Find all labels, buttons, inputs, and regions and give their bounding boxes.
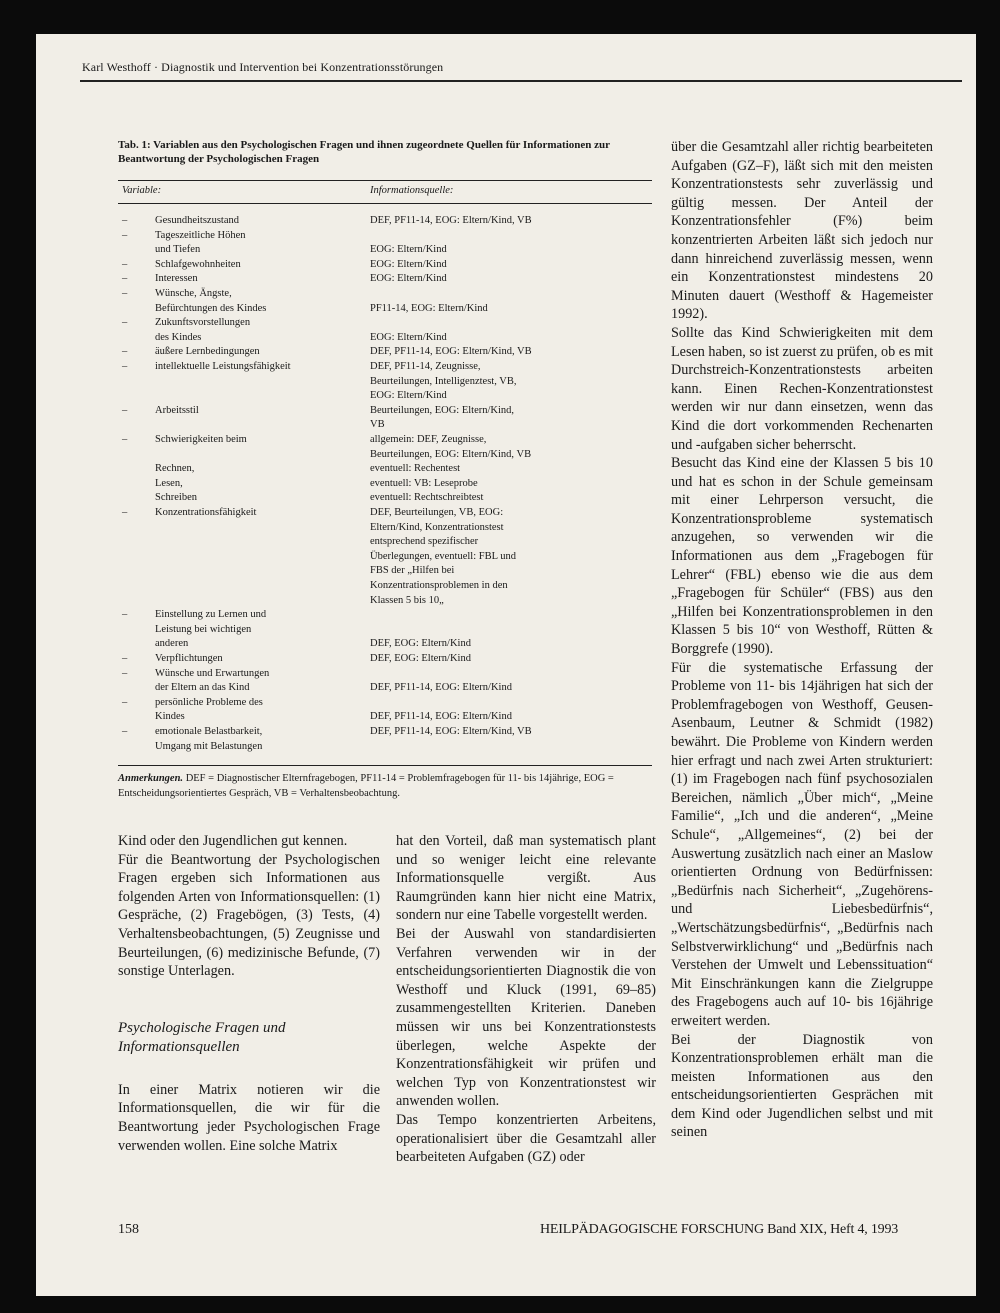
table-cell-source: allgemein: DEF, Zeugnisse, bbox=[370, 434, 487, 445]
table-cell-source: EOG: Eltern/Kind bbox=[370, 390, 447, 402]
table-row-dash: – bbox=[122, 404, 128, 416]
table-cell-variable: Befürchtungen des Kindes bbox=[155, 302, 267, 314]
table-cell-variable: des Kindes bbox=[155, 331, 202, 343]
col1-paragraph-2: Für die Beantwortung der Psychologischen Fragen ergeben sich Informationen aus folgenden Arten von Informationsquellen: (1) Gespräche, (2) Fragebögen, (3) Tests, (4) Verhaltensbeobachtungen, (5) Zeugnisse und Beurteilungen, (6) medizinische Befunde, (7) sonstige Unterlagen. bbox=[118, 851, 380, 980]
col2-paragraph-2: Bei der Auswahl von standardisierten Verfahren verwenden wir in der entscheidungsorientierten Diagnostik die von Westhoff und Kluck (1991, 69–85) zusammengestellten Kriterien. Daneben müssen wir uns bei Konzentrationstests überlegen, welche Aspekte der Konzentrationsfähigkeit wir prüfen und welchen Typ von Konzentrationstest wir anwenden wollen. bbox=[396, 925, 656, 1110]
table-cell-variable: Schreiben bbox=[155, 492, 197, 504]
col2-paragraph-3: Das Tempo konzentrierten Arbeitens, operationalisiert über die Gesamtzahl aller bearbeiteten Aufgaben (GZ) oder bbox=[396, 1111, 656, 1166]
table-cell-source: EOG: Eltern/Kind bbox=[370, 258, 447, 270]
table-cell-source: Beurteilungen, EOG: Eltern/Kind, VB bbox=[370, 448, 532, 460]
section-heading: Psychologische Fragen und Informationsquellen bbox=[118, 1019, 286, 1055]
header-rule bbox=[80, 80, 962, 82]
table-cell-variable: Verpflichtungen bbox=[155, 653, 223, 664]
table-cell-variable: anderen bbox=[155, 638, 189, 650]
table-cell-variable: Konzentrationsfähigkeit bbox=[155, 507, 257, 518]
table-cell-source: DEF, Beurteilungen, VB, EOG: bbox=[370, 507, 504, 518]
table-cell-source: FBS der „Hilfen bei bbox=[370, 565, 455, 577]
table-cell-variable: Kindes bbox=[155, 711, 185, 723]
table-row-dash: – bbox=[122, 361, 128, 372]
table-cell-variable: Schwierigkeiten beim bbox=[155, 434, 247, 445]
table-row-dash: – bbox=[122, 726, 128, 737]
table-row-dash: – bbox=[122, 258, 128, 270]
table-cell-source: eventuell: Rechentest bbox=[370, 463, 461, 475]
table-cell-source: VB bbox=[370, 419, 385, 431]
col3-paragraph-3: Besucht das Kind eine der Klassen 5 bis 10 und hat es schon in der Schule gemeinsam mit einer Lehrperson versucht, die Konzentrationsprobleme systematisch anzugehen, so verwenden wir die Informationen aus dem „Fragebogen für Lehrer“ (FBL) ebenso wie die aus dem „Fragebogen für Schüler“ (FBS) aus den „Hilfen bei Konzentrationsproblemen in den Klassen 5 bis 10“ von Westhoff, Rütten & Borggrefe (1990). bbox=[671, 455, 933, 658]
table-col-source: Informationsquelle: bbox=[370, 185, 454, 196]
table-row-dash: – bbox=[122, 609, 128, 621]
table-row-dash: – bbox=[122, 667, 128, 679]
table-note-text: DEF = Diagnostischer Elternfragebogen, PF11-14 = Problemfragebogen für 11- bis 14jährige, EOG = Entscheidungsorientiertes Gespräch, VB = Verhaltensbeobachtung. bbox=[118, 773, 614, 799]
table-row-dash: – bbox=[122, 215, 128, 226]
col1-paragraph-3: In einer Matrix notieren wir die Informationsquellen, die wir für die Beantwortung jeder Psychologischen Frage verwenden wollen. Eine solche Matrix bbox=[118, 1081, 380, 1154]
table-cell-source: DEF, PF11-14, EOG: Eltern/Kind bbox=[370, 682, 512, 694]
page-number: 158 bbox=[118, 1222, 139, 1237]
table-cell-variable: intellektuelle Leistungsfähigkeit bbox=[155, 361, 291, 372]
table-row-dash: – bbox=[122, 507, 128, 518]
table-row-dash: – bbox=[122, 288, 128, 299]
text-column-1 bbox=[118, 832, 380, 1155]
table-cell-variable: Arbeitsstil bbox=[155, 404, 199, 416]
table-col-variable: Variable: bbox=[122, 185, 162, 196]
table-cell-source: Konzentrationsproblemen in den bbox=[370, 580, 508, 591]
table-row-dash: – bbox=[122, 317, 128, 329]
table-note-label: Anmerkungen. bbox=[118, 773, 184, 784]
table-row-dash: – bbox=[122, 653, 128, 664]
table-row-dash: – bbox=[122, 273, 128, 285]
table-cell-variable: persönliche Probleme des bbox=[155, 696, 263, 708]
table-cell-variable: Einstellung zu Lernen und bbox=[155, 609, 267, 621]
col3-paragraph-5: Bei der Diagnostik von Konzentrationsproblemen erhält man die meisten Informationen aus den entscheidungsorientierten Gesprächen mit dem Kind oder Jugendlichen selbst und mit seinen bbox=[671, 1031, 933, 1141]
table-cell-source: DEF, PF11-14, EOG: Eltern/Kind, VB bbox=[370, 215, 532, 226]
table-cell-source: DEF, PF11-14, EOG: Eltern/Kind, VB bbox=[370, 346, 532, 358]
table-row-dash: – bbox=[122, 229, 128, 241]
table-top-rule bbox=[118, 180, 652, 181]
table-cell-source: Klassen 5 bis 10„ bbox=[370, 594, 444, 606]
table-cell-variable: Gesundheitszustand bbox=[155, 215, 239, 226]
table-cell-variable: Interessen bbox=[155, 273, 198, 285]
table-cell-source: EOG: Eltern/Kind bbox=[370, 273, 447, 285]
col3-paragraph-2: Sollte das Kind Schwierigkeiten mit dem Lesen haben, so ist zuerst zu prüfen, ob es mit Durchstreich-Konzentrationstests arbeiten kann. Einen Rechen-Konzentrationstest werden wir nur dann einsetzen, wenn das Kind die dort vorkommenden Rechenarten und -aufgaben sicher beherrscht. bbox=[671, 324, 934, 453]
text-column-2 bbox=[396, 832, 656, 1167]
table-cell-variable: und Tiefen bbox=[155, 244, 201, 256]
table-cell-source: EOG: Eltern/Kind bbox=[370, 244, 447, 256]
table-cell-variable: Leistung bei wichtigen bbox=[155, 623, 252, 635]
table-cell-variable: Tageszeitliche Höhen bbox=[155, 229, 246, 241]
table-cell-source: DEF, EOG: Eltern/Kind bbox=[370, 653, 471, 664]
table-header-rule bbox=[118, 203, 652, 204]
table-cell-source: eventuell: VB: Leseprobe bbox=[370, 477, 478, 489]
table-caption: Tab. 1: Variablen aus den Psychologischen Fragen und ihnen zugeordnete Quellen für Informationen zur Beantwortung der Psychologischen Fragen bbox=[118, 139, 610, 165]
table-cell-source: Eltern/Kind, Konzentrationstest bbox=[370, 521, 504, 533]
table-cell-source: entsprechend spezifischer bbox=[370, 536, 479, 548]
table-cell-variable: Wünsche, Ängste, bbox=[155, 288, 232, 299]
col3-paragraph-1: über die Gesamtzahl aller richtig bearbeiteten Aufgaben (GZ–F), läßt sich mit den meisten Konzentrationstests sehr zuverlässig und gültig messen. Der Anteil der Konzentrationsfehler (F%) beim konzentrierten Arbeiten läßt sich jedoch nur dann hinreichend zuverlässig messen, wenn ein Konzentrationstest mindestens 20 Minuten dauert (Westhoff & Hagemeister 1992). bbox=[671, 139, 933, 323]
table-cell-source: DEF, PF11-14, Zeugnisse, bbox=[370, 361, 481, 372]
col1-paragraph-1: Kind oder den Jugendlichen gut kennen. bbox=[118, 833, 348, 849]
text-column-3 bbox=[671, 138, 933, 1142]
table-bottom-rule bbox=[118, 765, 652, 766]
table-cell-variable: äußere Lernbedingungen bbox=[155, 346, 260, 358]
table-row-dash: – bbox=[122, 696, 128, 708]
table-cell-source: Beurteilungen, EOG: Eltern/Kind, bbox=[370, 404, 515, 416]
table-cell-source: Überlegungen, eventuell: FBL und bbox=[370, 550, 516, 562]
col2-paragraph-1: hat den Vorteil, daß man systematisch plant und so weniger leicht eine relevante Informationsquelle vergißt. Aus Raumgründen kann hier nicht eine Matrix, sondern nur eine Tabelle vorgestellt werden. bbox=[396, 833, 656, 924]
table-cell-variable: Lesen, bbox=[155, 477, 183, 489]
table-cell-source: eventuell: Rechtschreibtest bbox=[370, 492, 484, 504]
running-head: Karl Westhoff · Diagnostik und Intervention bei Konzentrationsstörungen bbox=[82, 60, 444, 74]
journal-footer: HEILPÄDAGOGISCHE FORSCHUNG Band XIX, Heft 4, 1993 bbox=[540, 1222, 899, 1237]
table-row-dash: – bbox=[122, 434, 128, 445]
table-cell-variable: der Eltern an das Kind bbox=[155, 682, 250, 694]
table-cell-variable: Umgang mit Belastungen bbox=[155, 740, 263, 752]
table-cell-source: DEF, PF11-14, EOG: Eltern/Kind, VB bbox=[370, 726, 532, 737]
table-cell-variable: Rechnen, bbox=[155, 463, 195, 475]
table-cell-variable: Zukunftsvorstellungen bbox=[155, 317, 251, 329]
table-cell-source: DEF, EOG: Eltern/Kind bbox=[370, 638, 471, 650]
table-row-dash: – bbox=[122, 346, 128, 358]
table-cell-variable: Schlafgewohnheiten bbox=[155, 258, 241, 270]
table-cell-source: DEF, PF11-14, EOG: Eltern/Kind bbox=[370, 711, 512, 723]
table-cell-source: Beurteilungen, Intelligenztest, VB, bbox=[370, 375, 517, 387]
table-cell-variable: emotionale Belastbarkeit, bbox=[155, 726, 263, 737]
table-cell-source: EOG: Eltern/Kind bbox=[370, 331, 447, 343]
table-note bbox=[118, 772, 658, 801]
table-cell-variable: Wünsche und Erwartungen bbox=[155, 667, 270, 679]
col3-paragraph-4: Für die systematische Erfassung der Probleme von 11- bis 14jährigen hat sich der Problemfragebogen von Westhoff, Geusen-Asenbaum, Leutner & Schmidt (1982) bewährt. Die Probleme von Kindern werden hier erfragt und nach zwei Arten strukturiert: (1) im Fragebogen nach fünf psychosozialen Bereichen, nämlich „Über mich“, „Meine Familie“, „Ich und die anderen“, „Meine Schule“, „Allgemeines“, (2) bei der Auswertung zusätzlich nach einer an Maslow orientierten Ordnung von Bedürfnissen: „Bedürfnis nach Sicherheit“, „Zugehörens- und Liebesbedürfnis“, „Wertschätzungsbedürfnis“, „Bedürfnis nach Selbstverwirklichung“ und „Bedürfnis nach Verstehen der Umwelt und Lebenssituation“ Mit Einschränkungen kann die Zielgruppe des Fragebogens auch auf 10- bis 16jährige erweitert werden. bbox=[671, 659, 933, 1029]
table-cell-source: PF11-14, EOG: Eltern/Kind bbox=[370, 302, 488, 314]
